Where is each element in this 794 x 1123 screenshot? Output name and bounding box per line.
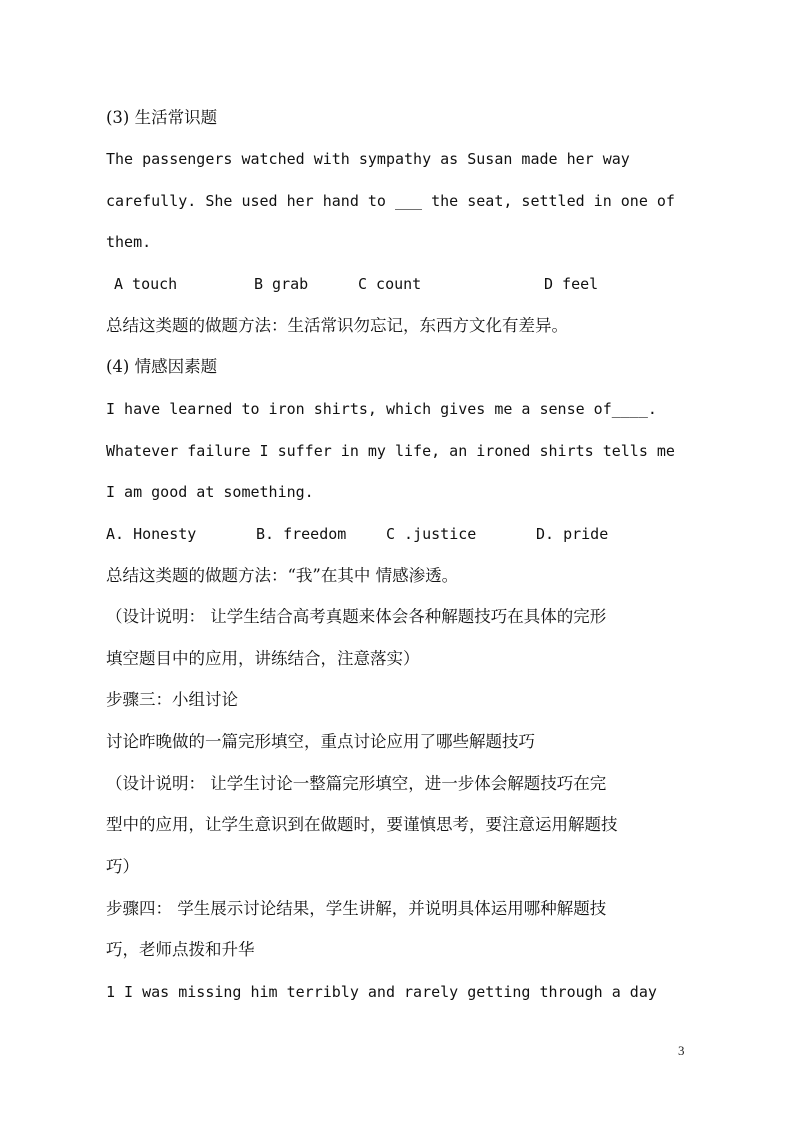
passage-line-1: 1 I was missing him terribly and rarely getting through a day [106,983,657,1001]
heading-q3: (3) 生活常识题 [106,108,218,127]
q4-option-c: C .justice [386,525,477,543]
design-note-2-line-1: （设计说明： 让学生讨论一整篇完形填空，进一步体会解题技巧在完 [106,774,607,793]
q4-option-a: A. Honesty [106,525,197,543]
q3-option-d: D feel [544,275,599,293]
q4-line-3: I am good at something. [106,483,314,501]
q4-option-b: B. freedom [256,525,347,543]
page-number: 3 [678,1043,685,1058]
design-note-2-line-3: 巧） [106,857,139,876]
q4-option-d: D. pride [536,525,609,543]
summary-q3: 总结这类题的做题方法：生活常识勿忘记，东西方文化有差异。 [106,316,568,335]
q3-line-1 [106,148,690,170]
q3-line-3: them. [106,233,152,251]
step-4-line-1: 步骤四： 学生展示讨论结果，学生讲解，并说明具体运用哪种解题技 [106,899,607,918]
q3-line-1-text: The passengers watched with sympathy as Susan made her way [106,150,630,168]
step-4-line-2: 巧，老师点拨和升华 [106,940,255,959]
q3-option-c: C count [358,275,422,293]
step-3-text: 讨论昨晚做的一篇完形填空，重点讨论应用了哪些解题技巧 [106,732,535,751]
design-note-1-line-1: （设计说明： 让学生结合高考真题来体会各种解题技巧在具体的完形 [106,607,607,626]
q4-line-1: I have learned to iron shirts, which gives me a sense of____. [106,400,657,418]
q4-line-2: Whatever failure I suffer in my life, an ironed shirts tells me [106,442,675,460]
q3-option-b: B grab [254,275,309,293]
design-note-2-line-2: 型中的应用，让学生意识到在做题时，要谨慎思考，要注意运用解题技 [106,815,618,834]
summary-q4: 总结这类题的做题方法：“我”在其中 情感渗透。 [106,566,459,585]
q3-option-a: A touch [114,275,178,293]
heading-q4: (4) 情感因素题 [106,357,218,376]
q3-line-2: carefully. She used her hand to ___ the seat, settled in one of [106,192,675,210]
design-note-1-line-2: 填空题目中的应用，讲练结合，注意落实） [106,649,420,668]
step-3-heading: 步骤三：小组讨论 [106,690,238,709]
